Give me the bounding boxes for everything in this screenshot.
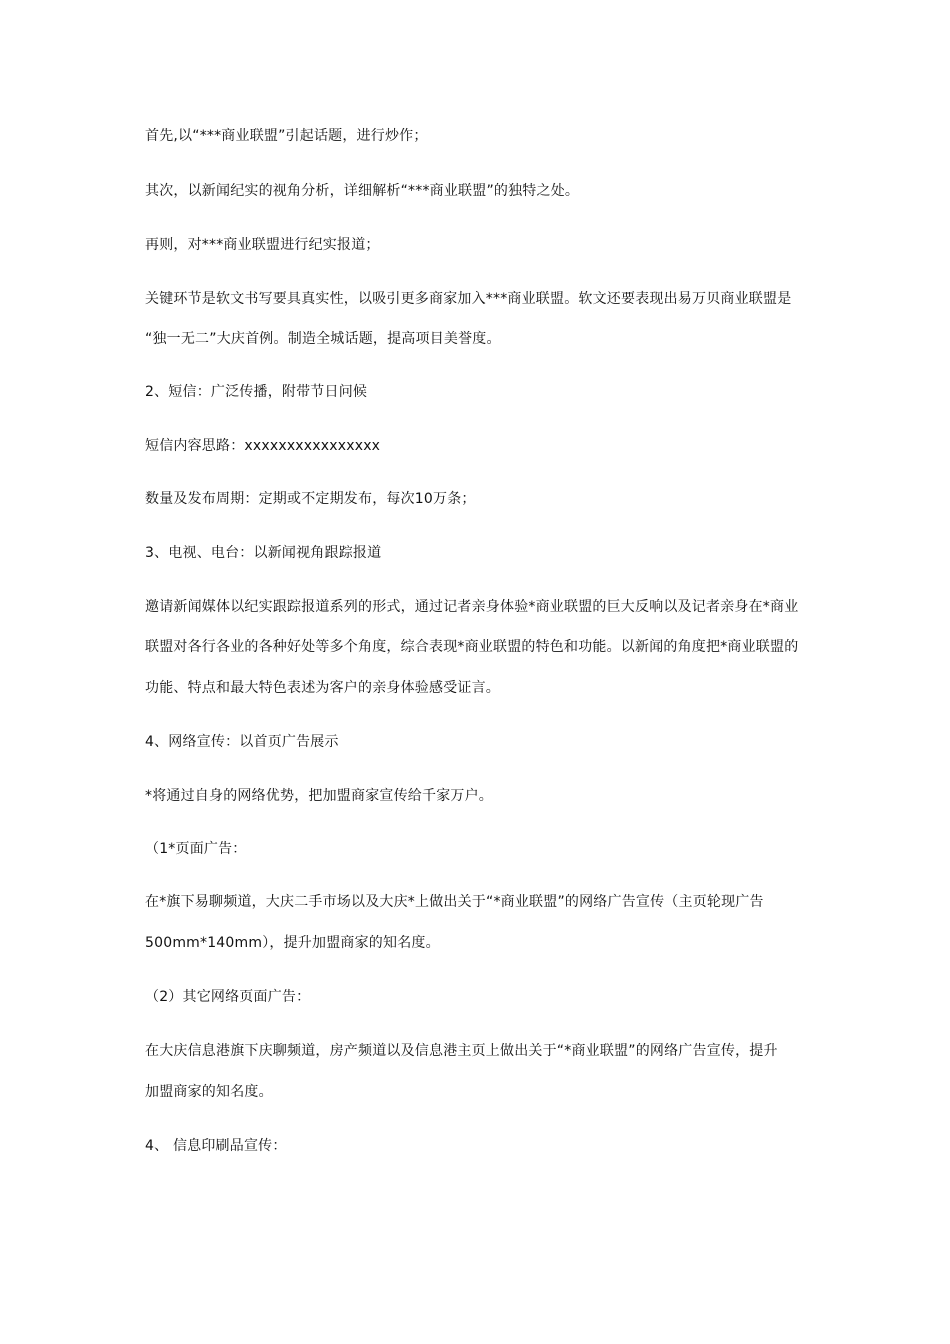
paragraph-line: 邀请新闻媒体以纪实跟踪报道系列的形式，通过记者亲身体验*商业联盟的巨大反响以及记者亲身在*商业 xyxy=(145,599,799,615)
section-heading: 4、 信息印刷品宣传： xyxy=(145,1138,287,1154)
paragraph-line: 再则，对***商业联盟进行纪实报道； xyxy=(145,237,380,253)
sub-heading: （1*页面广告： xyxy=(145,841,247,857)
section-heading: 3、电视、电台：以新闻视角跟踪报道 xyxy=(145,545,382,561)
paragraph-line: 500mm*140mm），提升加盟商家的知名度。 xyxy=(145,935,440,951)
section-heading: 2、短信：广泛传播，附带节日问候 xyxy=(145,384,368,400)
paragraph-line: 在大庆信息港旗下庆聊频道，房产频道以及信息港主页上做出关于“*商业联盟”的网络广告宣传，提升 xyxy=(145,1043,778,1059)
paragraph-line: *将通过自身的网络优势，把加盟商家宣传给千家万户。 xyxy=(145,788,493,804)
paragraph-line: 功能、特点和最大特色表述为客户的亲身体验感受证言。 xyxy=(145,680,500,696)
paragraph-line: 联盟对各行各业的各种好处等多个角度，综合表现*商业联盟的特色和功能。以新闻的角度把*商业联盟的 xyxy=(145,639,799,655)
paragraph-line: “独一无二”大庆首例。制造全城话题，提高项目美誉度。 xyxy=(145,331,501,347)
paragraph-line: 数量及发布周期：定期或不定期发布，每次10万条； xyxy=(145,491,476,507)
section-heading: 4、网络宣传：以首页广告展示 xyxy=(145,734,339,750)
paragraph-line: 首先,以“***商业联盟”引起话题，进行炒作； xyxy=(145,128,428,144)
sub-heading: （2）其它网络页面广告： xyxy=(145,989,311,1005)
paragraph-line: 短信内容思路：xxxxxxxxxxxxxxxx xyxy=(145,438,381,454)
paragraph-line: 在*旗下易聊频道，大庆二手市场以及大庆*上做出关于“*商业联盟”的网络广告宣传（主页轮现广告 xyxy=(145,894,764,910)
paragraph-line: 其次，以新闻纪实的视角分析，详细解析“***商业联盟”的独特之处。 xyxy=(145,183,580,199)
paragraph-line: 加盟商家的知名度。 xyxy=(145,1084,273,1100)
paragraph-line: 关键环节是软文书写要具真实性，以吸引更多商家加入***商业联盟。软文还要表现出易万贝商业联盟是 xyxy=(145,291,792,307)
